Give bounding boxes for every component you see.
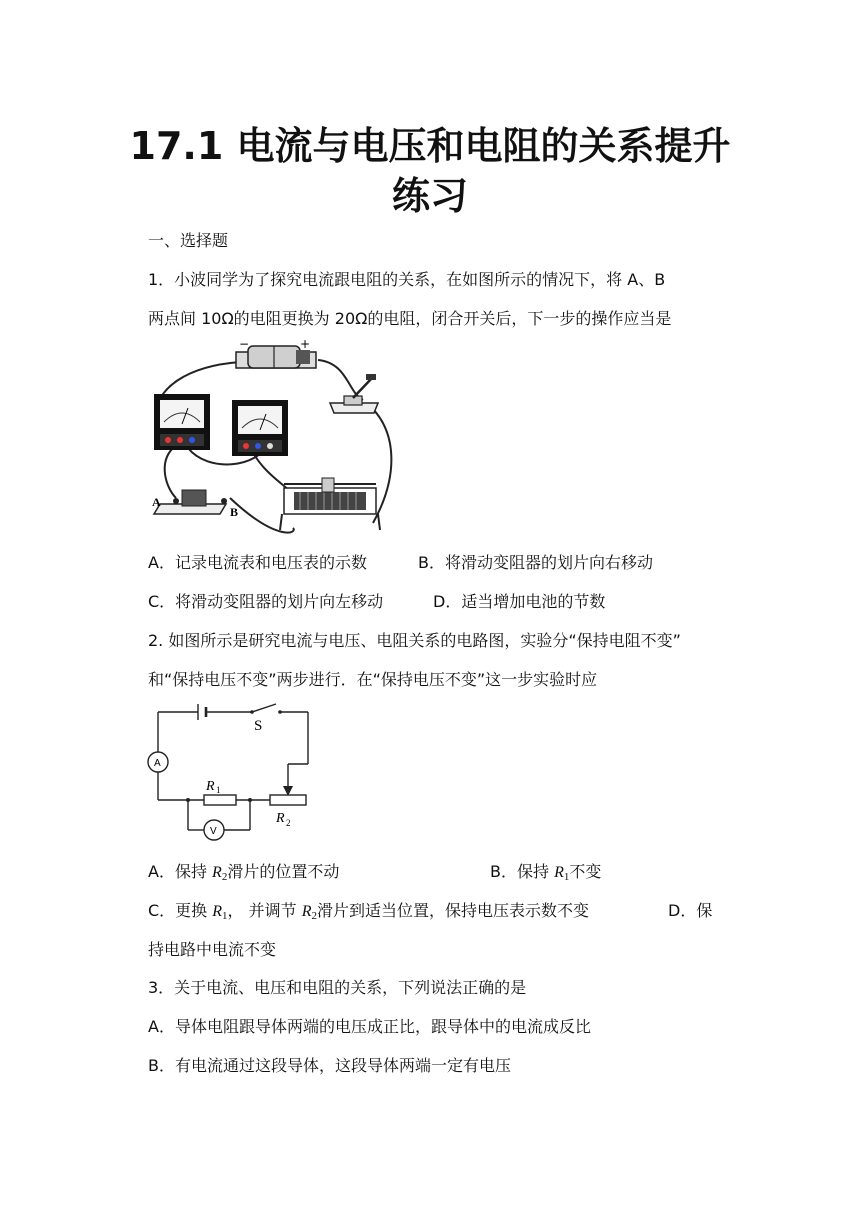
q2-option-a-r: R [212, 864, 222, 881]
q2-option-b-r: R [554, 864, 564, 881]
q1-text-line1: 1．小波同学为了探究电流跟电阻的关系，在如图所示的情况下，将 A、B [148, 270, 666, 289]
q2-fig-r2-letter: R [276, 811, 285, 826]
q2-option-b-prefix: B．保持 [490, 862, 555, 881]
q3-option-b: B．有电流通过这段导体，这段导体两端一定有电压 [148, 1056, 511, 1075]
q1-option-c: C．将滑动变阻器的划片向左移动 [148, 592, 384, 611]
q2-option-a-sub: 2 [221, 871, 228, 883]
q3-text-line1: 3．关于电流、电压和电阻的关系，下列说法正确的是 [148, 978, 527, 997]
q2-option-d-start: D．保 [668, 901, 713, 920]
q2-fig-switch-label: S [254, 718, 263, 734]
q2-option-c [148, 899, 589, 928]
q2-fig-voltmeter-label: V [210, 826, 217, 837]
q2-option-b [490, 860, 601, 889]
q2-circuit-diagram [146, 702, 316, 844]
q1-option-b: B．将滑动变阻器的划片向右移动 [418, 553, 653, 572]
q2-fig-ammeter-label: A [154, 758, 161, 769]
section-heading: 一、选择题 [148, 231, 229, 250]
q2-text-line2: 和“保持电压不变”两步进行．在“保持电压不变”这一步实验时应 [148, 670, 598, 689]
q3-option-a: A．导体电阻跟导体两端的电压成正比，跟导体中的电流成反比 [148, 1017, 591, 1036]
q2-option-c-r2: R [301, 903, 312, 920]
q2-option-c-mid: ， 并调节 [227, 901, 302, 920]
q2-option-c-sub2: 2 [311, 910, 318, 922]
q1-option-d: D．适当增加电池的节数 [433, 592, 606, 611]
q2-fig-r1-letter: R [206, 779, 215, 794]
q1-circuit-photo [148, 338, 398, 538]
q2-option-c-sub1: 1 [222, 910, 228, 922]
q2-option-a-suffix: 滑片的位置不动 [227, 862, 340, 881]
q1-fig-label-a: A [152, 495, 161, 509]
q2-option-d-cont: 持电路中电流不变 [148, 940, 277, 959]
q1-fig-label-b: B [230, 505, 239, 519]
q2-option-c-suffix: 滑片到适当位置，保持电压表示数不变 [317, 901, 590, 920]
q1-option-a: A．记录电流表和电压表的示数 [148, 553, 367, 572]
q2-option-b-sub: 1 [563, 871, 570, 883]
q2-fig-r2-sub: 2 [286, 818, 291, 828]
q2-option-b-suffix: 不变 [569, 862, 602, 881]
doc-title-line2: 练习 [391, 174, 468, 218]
q2-option-a [148, 860, 339, 889]
q2-option-c-prefix: C．更换 [148, 901, 213, 920]
q1-fig-minus: − [239, 338, 250, 351]
q2-option-c-r1: R [212, 903, 223, 920]
q2-option-a-prefix: A．保持 [148, 862, 213, 881]
doc-title-line1: 17.1 电流与电压和电阻的关系提升 [129, 124, 731, 168]
q1-fig-plus: + [300, 338, 311, 351]
q2-fig-r1-sub: 1 [216, 785, 221, 795]
q2-text-line1: 2. 如图所示是研究电流与电压、电阻关系的电路图，实验分“保持电阻不变” [148, 631, 681, 650]
q1-text-line2: 两点间 10Ω的电阻更换为 20Ω的电阻，闭合开关后，下一步的操作应当是 [148, 309, 672, 328]
